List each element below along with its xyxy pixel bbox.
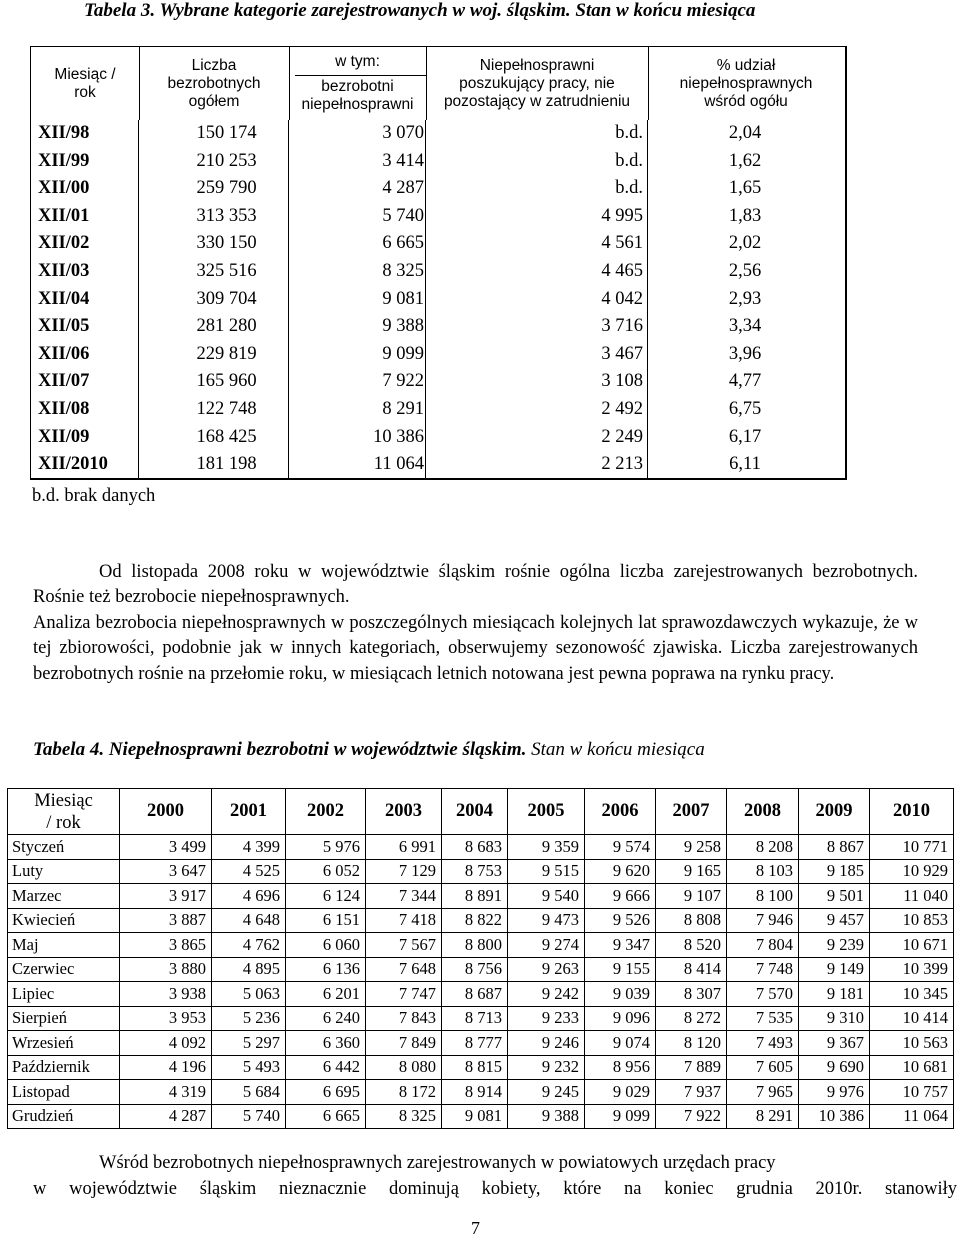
cell-month: Marzec: [8, 884, 120, 909]
cell-value: 9 359: [508, 835, 585, 860]
table-row: [8, 982, 954, 1007]
cell-value: 10 345: [870, 982, 954, 1007]
cell-month: Sierpień: [8, 1006, 120, 1031]
table-row: [30, 313, 847, 341]
cell-value: 8 683: [442, 835, 508, 860]
cell-value: 7 804: [727, 933, 799, 958]
cell-share: 6,75: [728, 398, 762, 419]
table4-title: [33, 739, 705, 761]
cell-total: 325 516: [196, 260, 257, 281]
corner-line1: Miesiąc: [34, 790, 93, 811]
year-header: 2008: [727, 789, 799, 835]
cell-value: 9 242: [508, 982, 585, 1007]
header-total-line3: ogółem: [188, 92, 240, 110]
cell-share: 1,62: [728, 150, 762, 171]
cell-share: 2,04: [728, 123, 762, 143]
cell-total: 210 253: [196, 150, 257, 171]
cell-total: 330 150: [196, 233, 257, 254]
cell-total: 150 174: [196, 123, 257, 143]
cell-value: 9 239: [799, 933, 870, 958]
cell-value: 9 976: [799, 1080, 870, 1105]
cell-value: 8 307: [656, 982, 727, 1007]
cell-value: 4 762: [212, 933, 286, 958]
cell-month: XII/03: [38, 260, 90, 281]
cell-month: XII/02: [38, 233, 90, 254]
cell-value: 7 849: [366, 1031, 442, 1056]
header-month: [31, 47, 139, 120]
cell-value: 9 245: [508, 1080, 585, 1105]
cell-value: 8 208: [727, 835, 799, 860]
cell-value: 9 690: [799, 1055, 870, 1080]
table4-header-row: [8, 789, 954, 835]
cell-value: 6 240: [286, 1006, 366, 1031]
cell-share: 2,93: [728, 288, 762, 309]
cell-value: 9 620: [585, 859, 656, 884]
cell-value: 4 525: [212, 859, 286, 884]
cell-value: 9 096: [585, 1006, 656, 1031]
cell-value: 10 386: [799, 1104, 870, 1129]
cell-value: 11 040: [870, 884, 954, 909]
cell-value: 7 648: [366, 957, 442, 982]
cell-month: Kwiecień: [8, 908, 120, 933]
cell-value: 7 344: [366, 884, 442, 909]
cell-value: 4 648: [212, 908, 286, 933]
cell-month: XII/09: [38, 426, 90, 447]
cell-value: 3 880: [120, 957, 212, 982]
cell-seeking: 4 465: [601, 260, 643, 281]
cell-value: 10 681: [870, 1055, 954, 1080]
cell-seeking: 3 716: [601, 316, 643, 337]
cell-value: 5 684: [212, 1080, 286, 1105]
cell-value: 6 151: [286, 908, 366, 933]
cell-value: 11 064: [870, 1104, 954, 1129]
cell-value: 6 665: [286, 1104, 366, 1129]
cell-value: 6 991: [366, 835, 442, 860]
table-row: [8, 835, 954, 860]
cell-value: 8 414: [656, 957, 727, 982]
table-row: [8, 933, 954, 958]
header-of-which-block: [289, 47, 426, 120]
corner-line2: / rok: [46, 812, 81, 833]
cell-value: 6 442: [286, 1055, 366, 1080]
cell-disabled: 9 081: [382, 288, 424, 309]
table3-footnote: b.d. brak danych: [32, 486, 156, 506]
cell-value: 9 574: [585, 835, 656, 860]
table-row: [30, 368, 847, 396]
header-disabled-line2: niepełnosprawni: [301, 96, 414, 113]
cell-value: 7 747: [366, 982, 442, 1007]
cell-value: 6 201: [286, 982, 366, 1007]
year-header: 2007: [656, 789, 727, 835]
year-header: 2001: [212, 789, 286, 835]
cell-value: 9 367: [799, 1031, 870, 1056]
cell-value: 9 155: [585, 957, 656, 982]
cell-seeking: b.d.: [615, 178, 643, 199]
cell-value: 9 246: [508, 1031, 585, 1056]
cell-value: 10 563: [870, 1031, 954, 1056]
cell-month: XII/04: [38, 288, 90, 309]
year-header: 2010: [870, 789, 954, 835]
cell-total: 229 819: [196, 343, 257, 364]
cell-month: Wrzesień: [8, 1031, 120, 1056]
table-row: [8, 1006, 954, 1031]
cell-value: 9 181: [799, 982, 870, 1007]
cell-seeking: b.d.: [615, 150, 643, 171]
table-row: [8, 1104, 954, 1129]
cell-value: 8 100: [727, 884, 799, 909]
table4: [7, 788, 954, 1129]
cell-value: 8 867: [799, 835, 870, 860]
cell-value: 9 074: [585, 1031, 656, 1056]
cell-month: XII/08: [38, 398, 90, 419]
cell-value: 7 937: [656, 1080, 727, 1105]
cell-share: 6,17: [728, 426, 762, 447]
header-of-which: w tym:: [335, 53, 380, 70]
cell-share: 2,56: [728, 260, 762, 281]
cell-value: 7 567: [366, 933, 442, 958]
cell-value: 4 399: [212, 835, 286, 860]
cell-seeking: 4 042: [601, 288, 643, 309]
table-row: [8, 957, 954, 982]
cell-value: 7 946: [727, 908, 799, 933]
cell-value: 8 956: [585, 1055, 656, 1080]
cell-month: XII/00: [38, 178, 90, 199]
cell-total: 259 790: [196, 178, 257, 199]
cell-month: Listopad: [8, 1080, 120, 1105]
cell-value: 8 172: [366, 1080, 442, 1105]
table-row: [30, 286, 847, 314]
table-row: [8, 1031, 954, 1056]
cell-value: 8 520: [656, 933, 727, 958]
cell-value: 8 815: [442, 1055, 508, 1080]
cell-value: 6 136: [286, 957, 366, 982]
cell-value: 10 399: [870, 957, 954, 982]
header-disabled-line1: bezrobotni: [321, 78, 394, 95]
year-header: 2002: [286, 789, 366, 835]
cell-value: 4 092: [120, 1031, 212, 1056]
cell-value: 9 165: [656, 859, 727, 884]
header-total-line2: bezrobotnych: [167, 74, 261, 92]
cell-month: Lipiec: [8, 982, 120, 1007]
header-share-line3: wśród ogółu: [704, 92, 788, 110]
cell-month: Styczeń: [8, 835, 120, 860]
cell-value: 10 757: [870, 1080, 954, 1105]
cell-value: 7 493: [727, 1031, 799, 1056]
paragraph-2: Analiza bezrobocia niepełnosprawnych w poszczególnych miesiącach kolejnych lat sprawozdawczych wykazuje, że w tej zbiorowości, podobnie jak w innych kategoriach, obserwujemy sezonowość zjawiska. Liczba zarejestrowanych bezrobotnych rośnie na przełomie roku, w miesiącach letnich notowana jest pewna poprawa na rynku pracy.: [33, 613, 918, 684]
header-share: [648, 47, 844, 120]
cell-disabled: 3 414: [382, 150, 424, 171]
table-row: [30, 120, 847, 148]
cell-value: 9 501: [799, 884, 870, 909]
table-row: [30, 451, 847, 479]
cell-value: 9 039: [585, 982, 656, 1007]
cell-month: Październik: [8, 1055, 120, 1080]
cell-disabled: 7 922: [382, 371, 424, 392]
header-seeking-line3: pozostający w zatrudnieniu: [443, 92, 631, 110]
cell-value: 9 233: [508, 1006, 585, 1031]
cell-value: 8 325: [366, 1104, 442, 1129]
cell-value: 9 107: [656, 884, 727, 909]
cell-value: 8 914: [442, 1080, 508, 1105]
cell-month: XII/07: [38, 371, 90, 392]
cell-disabled: 11 064: [373, 454, 424, 475]
header-seeking-line1: Niepełnosprawni: [479, 56, 595, 74]
cell-seeking: 4 995: [601, 205, 643, 226]
cell-value: 5 297: [212, 1031, 286, 1056]
cell-value: 9 473: [508, 908, 585, 933]
cell-disabled: 8 291: [382, 398, 424, 419]
cell-value: 3 953: [120, 1006, 212, 1031]
cell-total: 313 353: [196, 205, 257, 226]
cell-disabled: 10 386: [373, 426, 424, 447]
cell-value: 10 929: [870, 859, 954, 884]
cell-value: 9 310: [799, 1006, 870, 1031]
cell-month: Maj: [8, 933, 120, 958]
cell-value: 4 196: [120, 1055, 212, 1080]
table-row: [30, 203, 847, 231]
header-seeking-line2: poszukujący pracy, nie: [459, 74, 615, 92]
cell-total: 309 704: [196, 288, 257, 309]
table-row: [30, 396, 847, 424]
table-row: [30, 258, 847, 286]
cell-share: 2,02: [728, 233, 762, 254]
cell-value: 9 029: [585, 1080, 656, 1105]
cell-value: 9 258: [656, 835, 727, 860]
table3-header: [30, 46, 847, 120]
cell-value: 9 149: [799, 957, 870, 982]
table-row: [8, 1055, 954, 1080]
cell-value: 7 535: [727, 1006, 799, 1031]
cell-month: XII/98: [38, 123, 90, 143]
cell-value: 8 777: [442, 1031, 508, 1056]
table4-title-rest: Stan w końcu miesiąca: [531, 739, 705, 760]
cell-value: 3 865: [120, 933, 212, 958]
cell-value: 5 976: [286, 835, 366, 860]
cell-value: 8 120: [656, 1031, 727, 1056]
cell-value: 9 263: [508, 957, 585, 982]
cell-value: 4 287: [120, 1104, 212, 1129]
cell-value: 7 570: [727, 982, 799, 1007]
table-row: [8, 1080, 954, 1105]
cell-value: 9 540: [508, 884, 585, 909]
cell-value: 8 756: [442, 957, 508, 982]
cell-disabled: 5 740: [382, 205, 424, 226]
table-row: [30, 341, 847, 369]
cell-value: 6 052: [286, 859, 366, 884]
cell-value: 9 666: [585, 884, 656, 909]
cell-value: 3 499: [120, 835, 212, 860]
table-row: [8, 908, 954, 933]
cell-value: 10 414: [870, 1006, 954, 1031]
cell-month: XII/99: [38, 150, 90, 171]
header-total-line1: Liczba: [191, 56, 237, 74]
header-share-line2: niepełnosprawnych: [679, 74, 813, 92]
cell-month: XII/01: [38, 205, 90, 226]
cell-value: 7 965: [727, 1080, 799, 1105]
cell-value: 3 647: [120, 859, 212, 884]
cell-seeking: 2 249: [601, 426, 643, 447]
cell-value: 7 922: [656, 1104, 727, 1129]
cell-total: 281 280: [196, 316, 257, 337]
cell-value: 8 891: [442, 884, 508, 909]
cell-value: 9 081: [442, 1104, 508, 1129]
header-seeking: [426, 47, 648, 120]
cell-value: 10 853: [870, 908, 954, 933]
cell-total: 168 425: [196, 426, 257, 447]
cell-value: 8 272: [656, 1006, 727, 1031]
cell-value: 8 291: [727, 1104, 799, 1129]
cell-disabled: 9 099: [382, 343, 424, 364]
cell-value: 8 080: [366, 1055, 442, 1080]
cell-value: 7 843: [366, 1006, 442, 1031]
cell-total: 165 960: [196, 371, 257, 392]
year-header: 2004: [442, 789, 508, 835]
table-row: [30, 175, 847, 203]
cell-share: 6,11: [729, 454, 761, 475]
cell-seeking: 4 561: [601, 233, 643, 254]
cell-value: 7 748: [727, 957, 799, 982]
cell-value: 8 713: [442, 1006, 508, 1031]
paragraph-1: Od listopada 2008 roku w województwie śląskim rośnie ogólna liczba zarejestrowanych bezrobotnych. Rośnie też bezrobocie niepełnosprawnych.: [33, 562, 918, 608]
table3-title: Tabela 3. Wybrane kategorie zarejestrowanych w woj. śląskim. Stan w końcu miesiąca: [84, 0, 756, 21]
cell-value: 10 671: [870, 933, 954, 958]
table4-body: [8, 835, 954, 1129]
cell-value: 8 687: [442, 982, 508, 1007]
cell-value: 7 889: [656, 1055, 727, 1080]
cell-share: 1,83: [728, 205, 762, 226]
cell-value: 5 236: [212, 1006, 286, 1031]
header-month-line1: Miesiąc /: [54, 65, 116, 83]
cell-value: 9 232: [508, 1055, 585, 1080]
cell-seeking: 3 467: [601, 343, 643, 364]
cell-share: 4,77: [728, 371, 762, 392]
year-header: 2000: [120, 789, 212, 835]
cell-disabled: 9 388: [382, 316, 424, 337]
closing-line-2: w województwie śląskim nieznacznie dominują kobiety, które na koniec grudnia 2010r. stanowiły: [33, 1179, 957, 1199]
cell-value: 5 063: [212, 982, 286, 1007]
cell-value: 8 800: [442, 933, 508, 958]
cell-value: 8 808: [656, 908, 727, 933]
cell-value: 5 740: [212, 1104, 286, 1129]
cell-value: 5 493: [212, 1055, 286, 1080]
cell-value: 10 771: [870, 835, 954, 860]
table-row: [30, 148, 847, 176]
table-row: [30, 424, 847, 452]
cell-month: XII/06: [38, 343, 90, 364]
cell-value: 8 822: [442, 908, 508, 933]
cell-value: 8 103: [727, 859, 799, 884]
cell-month: Czerwiec: [8, 957, 120, 982]
closing-line-1: Wśród bezrobotnych niepełnosprawnych zarejestrowanych w powiatowych urzędach pracy: [99, 1153, 776, 1173]
cell-share: 3,34: [728, 316, 762, 337]
cell-value: 9 388: [508, 1104, 585, 1129]
cell-disabled: 6 665: [382, 233, 424, 254]
year-header: 2003: [366, 789, 442, 835]
cell-disabled: 3 070: [382, 123, 424, 143]
cell-share: 1,65: [728, 178, 762, 199]
cell-month: XII/2010: [38, 454, 108, 475]
cell-value: 9 515: [508, 859, 585, 884]
cell-value: 9 457: [799, 908, 870, 933]
header-total: [139, 47, 289, 120]
table-row: [8, 884, 954, 909]
cell-disabled: 8 325: [382, 260, 424, 281]
cell-value: 9 347: [585, 933, 656, 958]
year-header: 2006: [585, 789, 656, 835]
table-row: [8, 859, 954, 884]
cell-value: 3 938: [120, 982, 212, 1007]
cell-value: 9 185: [799, 859, 870, 884]
cell-value: 3 887: [120, 908, 212, 933]
cell-month: Grudzień: [8, 1104, 120, 1129]
cell-value: 3 917: [120, 884, 212, 909]
cell-seeking: 2 492: [601, 398, 643, 419]
cell-value: 6 124: [286, 884, 366, 909]
cell-value: 6 360: [286, 1031, 366, 1056]
table3-body: [30, 120, 847, 479]
cell-value: 8 753: [442, 859, 508, 884]
year-header: 2005: [508, 789, 585, 835]
cell-month: Luty: [8, 859, 120, 884]
cell-seeking: 3 108: [601, 371, 643, 392]
table4-corner: [8, 789, 120, 835]
table-row: [30, 230, 847, 258]
header-month-line2: rok: [74, 83, 96, 101]
cell-disabled: 4 287: [382, 178, 424, 199]
cell-value: 6 060: [286, 933, 366, 958]
cell-value: 9 099: [585, 1104, 656, 1129]
cell-month: XII/05: [38, 316, 90, 337]
cell-value: 4 696: [212, 884, 286, 909]
cell-seeking: b.d.: [615, 123, 643, 143]
cell-value: 9 526: [585, 908, 656, 933]
table4-title-bold: Tabela 4. Niepełnosprawni bezrobotni w województwie śląskim.: [33, 739, 527, 760]
table3: [30, 46, 847, 479]
cell-value: 4 319: [120, 1080, 212, 1105]
page-number: 7: [471, 1218, 480, 1238]
header-share-line1: % udział: [716, 56, 776, 74]
cell-value: 9 274: [508, 933, 585, 958]
cell-value: 7 418: [366, 908, 442, 933]
cell-value: 6 695: [286, 1080, 366, 1105]
cell-value: 4 895: [212, 957, 286, 982]
cell-value: 7 129: [366, 859, 442, 884]
cell-share: 3,96: [728, 343, 762, 364]
cell-total: 122 748: [196, 398, 257, 419]
cell-total: 181 198: [196, 454, 257, 475]
year-header: 2009: [799, 789, 870, 835]
cell-seeking: 2 213: [601, 454, 643, 475]
cell-value: 7 605: [727, 1055, 799, 1080]
